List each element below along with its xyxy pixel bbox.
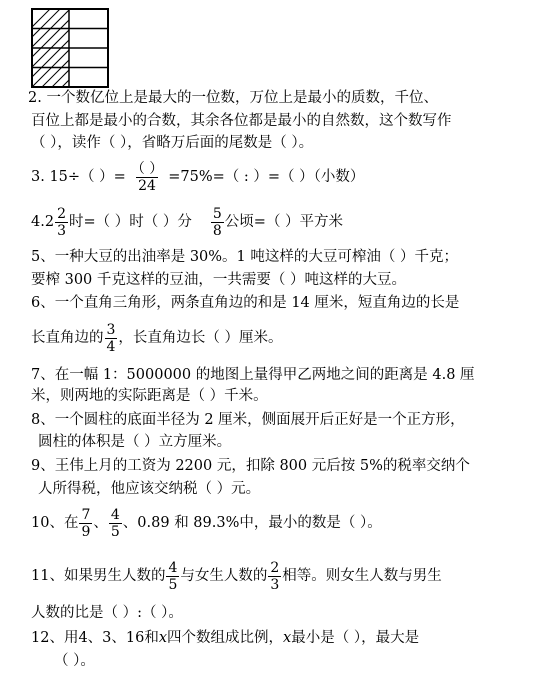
q11-mid: 与女生人数的	[180, 568, 268, 584]
q11-suffix: 相等。则女生人数与男生	[282, 568, 442, 584]
q8-line1: 8、一个圆柱的底面半径为 2 厘米，侧面展开后正好是一个正方形，	[31, 412, 465, 428]
q5-line1: 5、一种大豆的出油率是 30%。1 吨这样的大豆可榨油（ ）千克；	[31, 249, 459, 265]
q12-suffix: 最小是（ ），最大是	[291, 630, 420, 646]
q12-mid: 四个数组成比例，	[167, 630, 284, 646]
q11-line2: 人数的比是（ ）:（ ）。	[31, 605, 183, 621]
q6-frac-num: 3	[106, 321, 116, 338]
q11-f1-den: 5	[168, 576, 178, 593]
q7-line2: 米，则两地的实际距离是（ ）千米。	[31, 388, 268, 404]
q4-mixed-den: 3	[57, 222, 66, 239]
q4-frac-num: 5	[212, 205, 222, 222]
q3-frac-num: （ ）	[130, 160, 164, 177]
q4-mixed-fraction	[55, 207, 68, 238]
q6-line2-suffix: ，长直角边长（ ）厘米。	[118, 330, 283, 346]
q2-line3: （ ），读作（ ），省略万后面的尾数是（ ）。	[31, 135, 314, 151]
q4-mixed-whole: 2	[44, 214, 55, 230]
q4-mixed-num: 2	[57, 205, 66, 222]
q6-fraction	[105, 323, 118, 354]
q11-f2-num: 2	[270, 559, 280, 576]
q12-line1	[31, 628, 419, 648]
q2-line2: 百位上都是最小的合数，其余各位都是最小的自然数，这个数写作	[31, 113, 452, 129]
q3-fraction	[127, 162, 167, 193]
q3-frac-den: 24	[138, 177, 156, 194]
q6-line2-prefix: 长直角边的	[31, 330, 104, 346]
q9-line2: 人所得税，他应该交纳税（ ）元。	[38, 481, 261, 497]
q4-line	[31, 203, 343, 241]
q4-prefix: 4.	[31, 214, 45, 230]
q8-line2: 圆柱的体积是（ ）立方厘米。	[38, 434, 232, 450]
q3-line	[31, 158, 364, 196]
q6-frac-den: 4	[106, 338, 116, 355]
q11-prefix: 11、如果男生人数的	[31, 568, 166, 584]
q10-prefix: 10、在	[31, 515, 79, 531]
q11-f1-num: 4	[168, 559, 178, 576]
q10-line	[31, 503, 382, 543]
q2-line1: 2. 一个数亿位上是最大的一位数，万位上是最小的质数，千位、	[28, 90, 438, 106]
q4-frac-den: 8	[212, 222, 222, 239]
q10-sep1: 、	[93, 515, 108, 531]
q10-suffix: 、0.89 和 89.3%中，最小的数是（ ）。	[122, 515, 382, 531]
q10-f1-den: 9	[81, 523, 91, 540]
q5-line2: 要榨 300 千克这样的豆油，一共需要（ ）吨这样的大豆。	[31, 272, 407, 288]
q4-suffix: 公顷=（ ）平方米	[224, 214, 344, 230]
q10-fraction-1	[79, 508, 92, 539]
q10-f2-num: 4	[110, 506, 120, 523]
q12-var-x-1: x	[158, 630, 168, 646]
q10-fraction-2	[109, 508, 122, 539]
q4-mid: 时=（ ）时（ ）分	[69, 214, 192, 230]
q6-line1: 6、一个直角三角形，两条直角边的和是 14 厘米，短直角边的长是	[31, 295, 460, 311]
q10-f2-den: 5	[110, 523, 120, 540]
q12-line2: （ ）。	[54, 653, 95, 669]
q4-fraction	[211, 207, 224, 238]
q11-f2-den: 3	[270, 576, 280, 593]
q12-var-x-2: x	[283, 630, 292, 646]
grid-diagram	[31, 8, 109, 88]
q7-line1: 7、在一幅 1：5000000 的地图上量得甲乙两地之间的距离是 4.8 厘	[31, 367, 475, 383]
q12-prefix: 12、用4、3、16和	[31, 630, 159, 646]
q9-line1: 9、王伟上月的工资为 2200 元，扣除 800 元后按 5%的税率交纳个	[31, 458, 470, 474]
q11-line1	[31, 556, 442, 596]
q11-fraction-2	[268, 561, 281, 592]
q3-suffix: =75%=（ : ）=（ ）（小数）	[168, 169, 365, 185]
q6-line2	[31, 318, 283, 358]
q3-prefix: 3. 15÷（ ）=	[31, 169, 126, 185]
q10-f1-num: 7	[81, 506, 91, 523]
q11-fraction-1	[166, 561, 179, 592]
